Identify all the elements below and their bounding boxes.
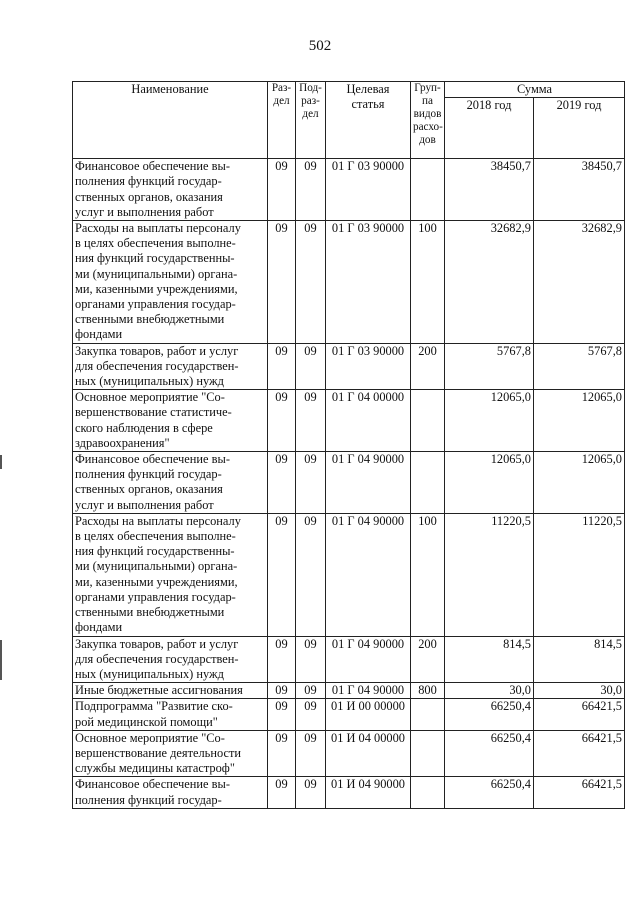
row-sum-2018: 12065,0 xyxy=(445,390,534,452)
row-name: Расходы на выплаты персоналу в целях обеспечения выполне- ния функций государственны- ми (муниципальными) органа- ми, казенными учреждениями, органами управления государ- ственными внебюджетными фондами xyxy=(73,513,268,636)
row-target: 01 Г 04 00000 xyxy=(326,390,411,452)
row-sum-2018: 11220,5 xyxy=(445,513,534,636)
row-name: Расходы на выплаты персоналу в целях обеспечения выполне- ния функций государственны- ми (муниципальными) органа- ми, казенными учреждениями, органами управления государ- ственными внебюджетными фондами xyxy=(73,221,268,344)
row-sum-2019: 66421,5 xyxy=(534,699,625,730)
header-section: Раз- дел xyxy=(268,82,296,159)
row-section: 09 xyxy=(268,390,296,452)
row-target: 01 И 04 00000 xyxy=(326,730,411,777)
row-name: Основное мероприятие "Со- вершенствование статистиче- ского наблюдения в сфере здравоохранения" xyxy=(73,390,268,452)
row-name: Основное мероприятие "Со- вершенствование деятельности службы медицины катастроф" xyxy=(73,730,268,777)
row-sum-2019: 5767,8 xyxy=(534,343,625,390)
row-subsection: 09 xyxy=(296,777,326,808)
table-row xyxy=(73,390,625,452)
row-subsection: 09 xyxy=(296,683,326,699)
row-group xyxy=(411,390,445,452)
row-sum-2019: 66421,5 xyxy=(534,730,625,777)
row-name: Финансовое обеспечение вы- полнения функций государ- ственных органов, оказания услуг и выполнения работ xyxy=(73,452,268,514)
row-name: Финансовое обеспечение вы- полнения функций государ- xyxy=(73,777,268,808)
row-sum-2018: 12065,0 xyxy=(445,452,534,514)
row-target: 01 И 00 00000 xyxy=(326,699,411,730)
row-section: 09 xyxy=(268,159,296,221)
row-subsection: 09 xyxy=(296,452,326,514)
row-target: 01 Г 03 90000 xyxy=(326,159,411,221)
row-target: 01 Г 03 90000 xyxy=(326,221,411,344)
scan-edge-mark xyxy=(0,455,2,469)
row-section: 09 xyxy=(268,452,296,514)
table-row xyxy=(73,513,625,636)
table-row xyxy=(73,699,625,730)
row-group: 200 xyxy=(411,636,445,683)
row-sum-2018: 30,0 xyxy=(445,683,534,699)
row-subsection: 09 xyxy=(296,636,326,683)
row-section: 09 xyxy=(268,221,296,344)
row-subsection: 09 xyxy=(296,390,326,452)
row-subsection: 09 xyxy=(296,221,326,344)
page-number: 502 xyxy=(308,38,332,54)
row-group xyxy=(411,452,445,514)
row-target: 01 Г 04 90000 xyxy=(326,513,411,636)
row-sum-2018: 814,5 xyxy=(445,636,534,683)
row-group xyxy=(411,159,445,221)
row-name: Иные бюджетные ассигнования xyxy=(73,683,268,699)
row-group xyxy=(411,699,445,730)
row-group xyxy=(411,777,445,808)
row-subsection: 09 xyxy=(296,159,326,221)
row-target: 01 Г 04 90000 xyxy=(326,636,411,683)
header-subsection: Под- раз- дел xyxy=(296,82,326,159)
row-section: 09 xyxy=(268,730,296,777)
row-section: 09 xyxy=(268,699,296,730)
row-sum-2019: 11220,5 xyxy=(534,513,625,636)
row-subsection: 09 xyxy=(296,343,326,390)
row-sum-2018: 66250,4 xyxy=(445,777,534,808)
row-name: Подпрограмма "Развитие ско- рой медицинской помощи" xyxy=(73,699,268,730)
row-target: 01 Г 03 90000 xyxy=(326,343,411,390)
row-sum-2019: 38450,7 xyxy=(534,159,625,221)
budget-table xyxy=(72,81,625,809)
row-sum-2019: 12065,0 xyxy=(534,452,625,514)
scan-edge-mark xyxy=(0,640,2,680)
row-sum-2018: 66250,4 xyxy=(445,699,534,730)
row-name: Финансовое обеспечение вы- полнения функций государ- ственных органов, оказания услуг и выполнения работ xyxy=(73,159,268,221)
row-section: 09 xyxy=(268,513,296,636)
row-sum-2018: 38450,7 xyxy=(445,159,534,221)
table-row xyxy=(73,777,625,808)
row-subsection: 09 xyxy=(296,699,326,730)
row-sum-2019: 32682,9 xyxy=(534,221,625,344)
row-name: Закупка товаров, работ и услуг для обеспечения государствен- ных (муниципальных) нужд xyxy=(73,343,268,390)
row-sum-2019: 30,0 xyxy=(534,683,625,699)
row-target: 01 Г 04 90000 xyxy=(326,683,411,699)
table-row xyxy=(73,636,625,683)
row-group: 100 xyxy=(411,513,445,636)
table-row xyxy=(73,683,625,699)
row-section: 09 xyxy=(268,636,296,683)
row-sum-2018: 32682,9 xyxy=(445,221,534,344)
row-section: 09 xyxy=(268,683,296,699)
row-sum-2018: 66250,4 xyxy=(445,730,534,777)
row-section: 09 xyxy=(268,777,296,808)
row-subsection: 09 xyxy=(296,730,326,777)
row-sum-2019: 814,5 xyxy=(534,636,625,683)
row-subsection: 09 xyxy=(296,513,326,636)
row-group xyxy=(411,730,445,777)
row-group: 800 xyxy=(411,683,445,699)
row-sum-2019: 12065,0 xyxy=(534,390,625,452)
table-row xyxy=(73,221,625,344)
table-row xyxy=(73,730,625,777)
table-row xyxy=(73,452,625,514)
row-section: 09 xyxy=(268,343,296,390)
row-group: 200 xyxy=(411,343,445,390)
header-group: Груп- па видов расхо- дов xyxy=(411,82,445,159)
row-target: 01 И 04 90000 xyxy=(326,777,411,808)
header-sum: Сумма xyxy=(445,82,625,98)
table-row xyxy=(73,343,625,390)
row-sum-2019: 66421,5 xyxy=(534,777,625,808)
row-name: Закупка товаров, работ и услуг для обеспечения государствен- ных (муниципальных) нужд xyxy=(73,636,268,683)
header-name: Наименование xyxy=(73,82,268,159)
table-row xyxy=(73,159,625,221)
header-year-2019: 2019 год xyxy=(534,98,625,159)
row-target: 01 Г 04 90000 xyxy=(326,452,411,514)
row-group: 100 xyxy=(411,221,445,344)
header-target: Целевая статья xyxy=(326,82,411,159)
header-year-2018: 2018 год xyxy=(445,98,534,159)
row-sum-2018: 5767,8 xyxy=(445,343,534,390)
